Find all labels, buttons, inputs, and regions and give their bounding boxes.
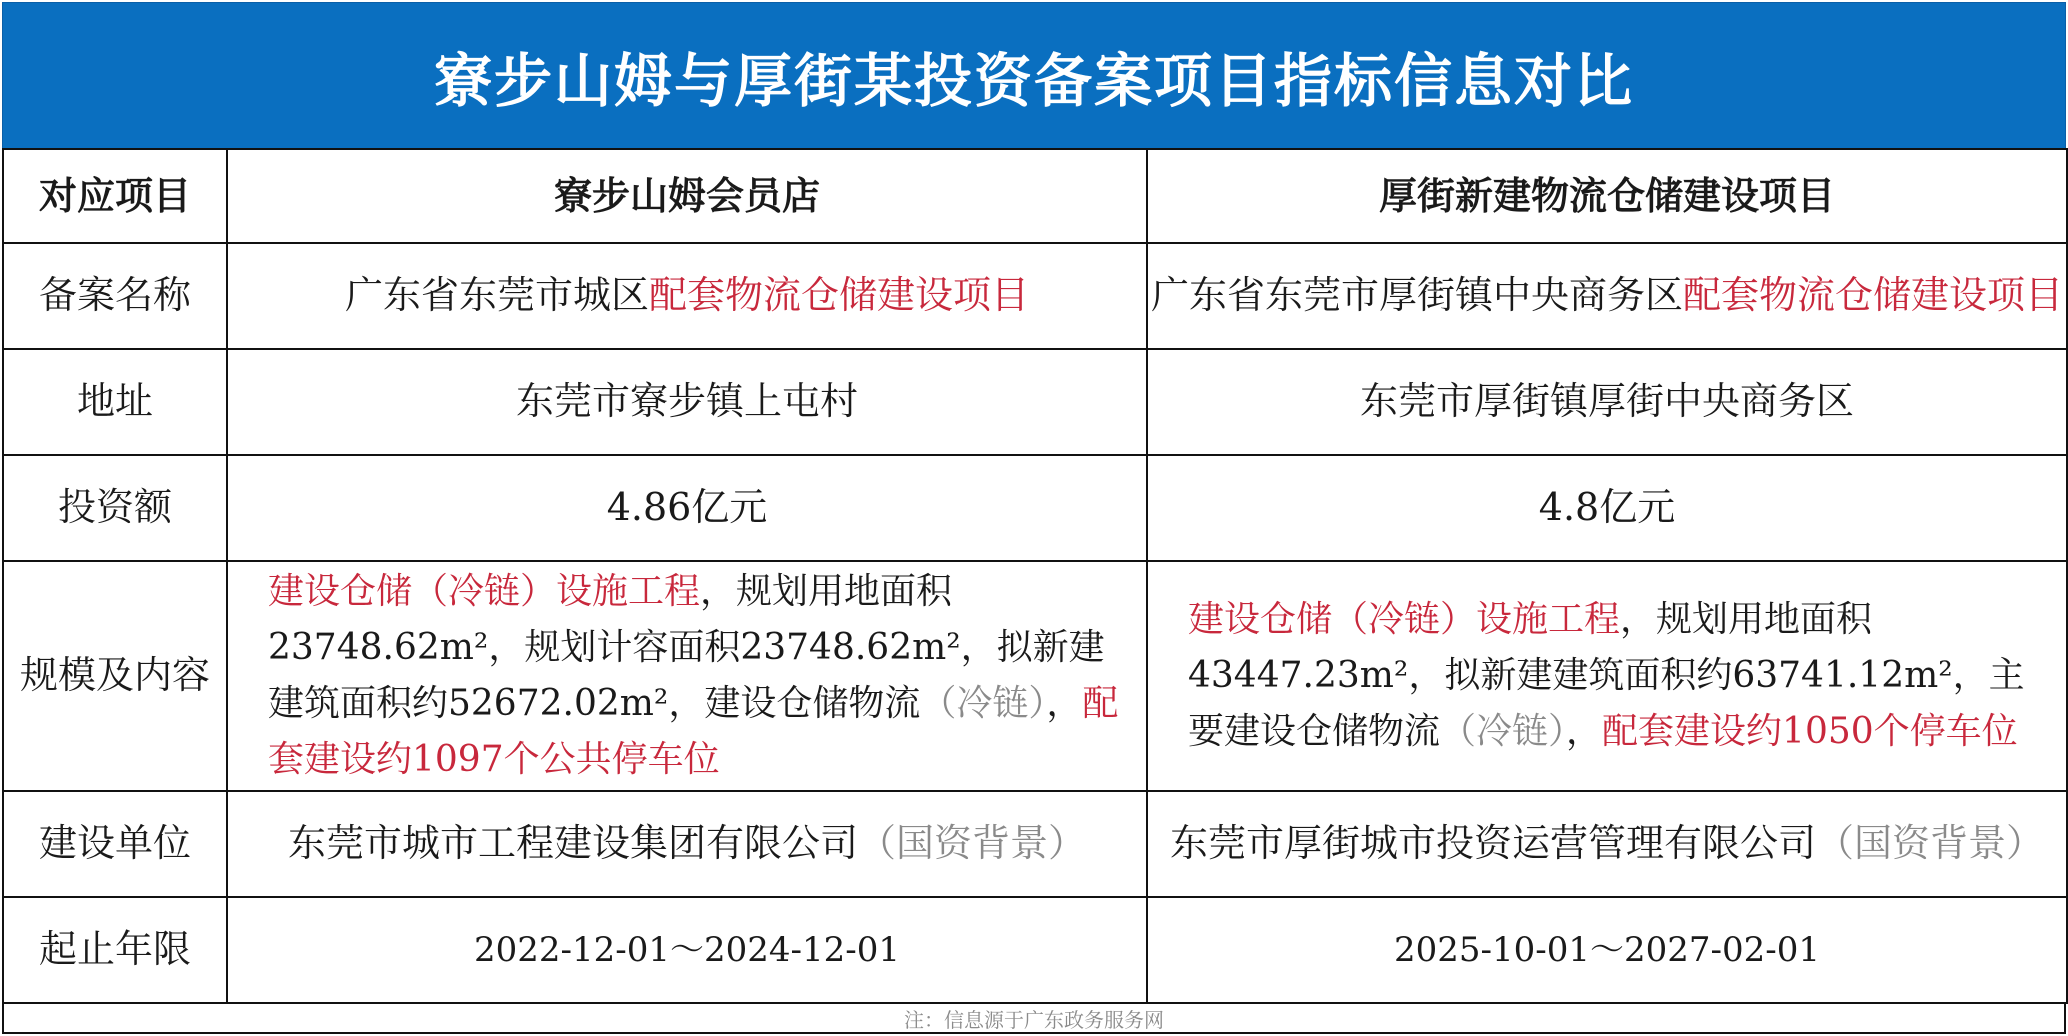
filing-name-2-plain: 广东省东莞市厚街镇中央商务区 <box>1150 273 1683 318</box>
source-footnote: 注：信息源于广东政务服务网 <box>2 1004 2066 1034</box>
filing-name-1-plain: 广东省东莞市城区 <box>344 273 649 318</box>
scale-1-text-a: ，规划用地面积23748.62m²，规划计容面积23748.62m²，拟新建建筑面积约52672.02m²，建设仓储物流 <box>268 571 1105 724</box>
scale-2-highlight-a: 建设仓储（冷链）设施工程 <box>1188 599 1621 641</box>
address-project-2: 东莞市厚街镇厚街中央商务区 <box>1147 349 2067 455</box>
header-label-cell: 对应项目 <box>3 149 227 243</box>
row-label-builder: 建设单位 <box>3 791 227 897</box>
builder-1-name: 东莞市城市工程建设集团有限公司 <box>287 821 858 866</box>
scale-1-muted: （冷链） <box>920 683 1047 724</box>
table-row-address <box>3 349 2067 455</box>
table-row-filing-name <box>3 243 2067 349</box>
investment-project-1: 4.86亿元 <box>227 455 1147 561</box>
filing-name-project-2 <box>1147 243 2067 349</box>
header-project-1: 寮步山姆会员店 <box>227 149 1147 243</box>
period-project-1: 2022-12-01～2024-12-01 <box>227 897 1147 1003</box>
comparison-table <box>2 148 2068 1004</box>
filing-name-2-highlight: 配套物流仓储建设项目 <box>1683 273 2064 318</box>
filing-name-1-highlight: 配套物流仓储建设项目 <box>649 273 1030 318</box>
scale-2-text-b: ， <box>1566 710 1603 752</box>
builder-1-note: （国资背景） <box>858 821 1087 866</box>
builder-2-note: （国资背景） <box>1816 821 2045 866</box>
builder-project-1 <box>227 791 1147 897</box>
filing-name-project-1 <box>227 243 1147 349</box>
table-row-period <box>3 897 2067 1003</box>
scale-project-1 <box>227 561 1147 791</box>
address-project-1: 东莞市寮步镇上屯村 <box>227 349 1147 455</box>
scale-2-highlight-b: 配套建设约1050个停车位 <box>1602 710 2018 752</box>
row-label-filing-name: 备案名称 <box>3 243 227 349</box>
builder-project-2 <box>1147 791 2067 897</box>
period-project-2: 2025-10-01～2027-02-01 <box>1147 897 2067 1003</box>
table-row-scale <box>3 561 2067 791</box>
investment-project-2: 4.8亿元 <box>1147 455 2067 561</box>
row-label-scale: 规模及内容 <box>3 561 227 791</box>
row-label-investment: 投资额 <box>3 455 227 561</box>
row-label-address: 地址 <box>3 349 227 455</box>
row-label-period: 起止年限 <box>3 897 227 1003</box>
scale-1-highlight-a: 建设仓储（冷链）设施工程 <box>268 571 701 613</box>
scale-2-muted: （冷链） <box>1440 710 1567 752</box>
scale-1-highlight-b: 配套建设约1097个公共停车位 <box>268 683 1119 780</box>
page-title: 寮步山姆与厚街某投资备案项目指标信息对比 <box>2 2 2066 150</box>
builder-2-name: 东莞市厚街城市投资运营管理有限公司 <box>1169 821 1816 866</box>
scale-2-text-a: ，规划用地面积43447.23m²，拟新建建筑面积约63741.12m²，主要建设仓储物流 <box>1188 599 2025 752</box>
scale-project-2 <box>1147 561 2067 791</box>
scale-1-text-b: ， <box>1046 683 1083 724</box>
table-header-row <box>3 149 2067 243</box>
table-row-builder <box>3 791 2067 897</box>
table-row-investment <box>3 455 2067 561</box>
header-project-2: 厚街新建物流仓储建设项目 <box>1147 149 2067 243</box>
